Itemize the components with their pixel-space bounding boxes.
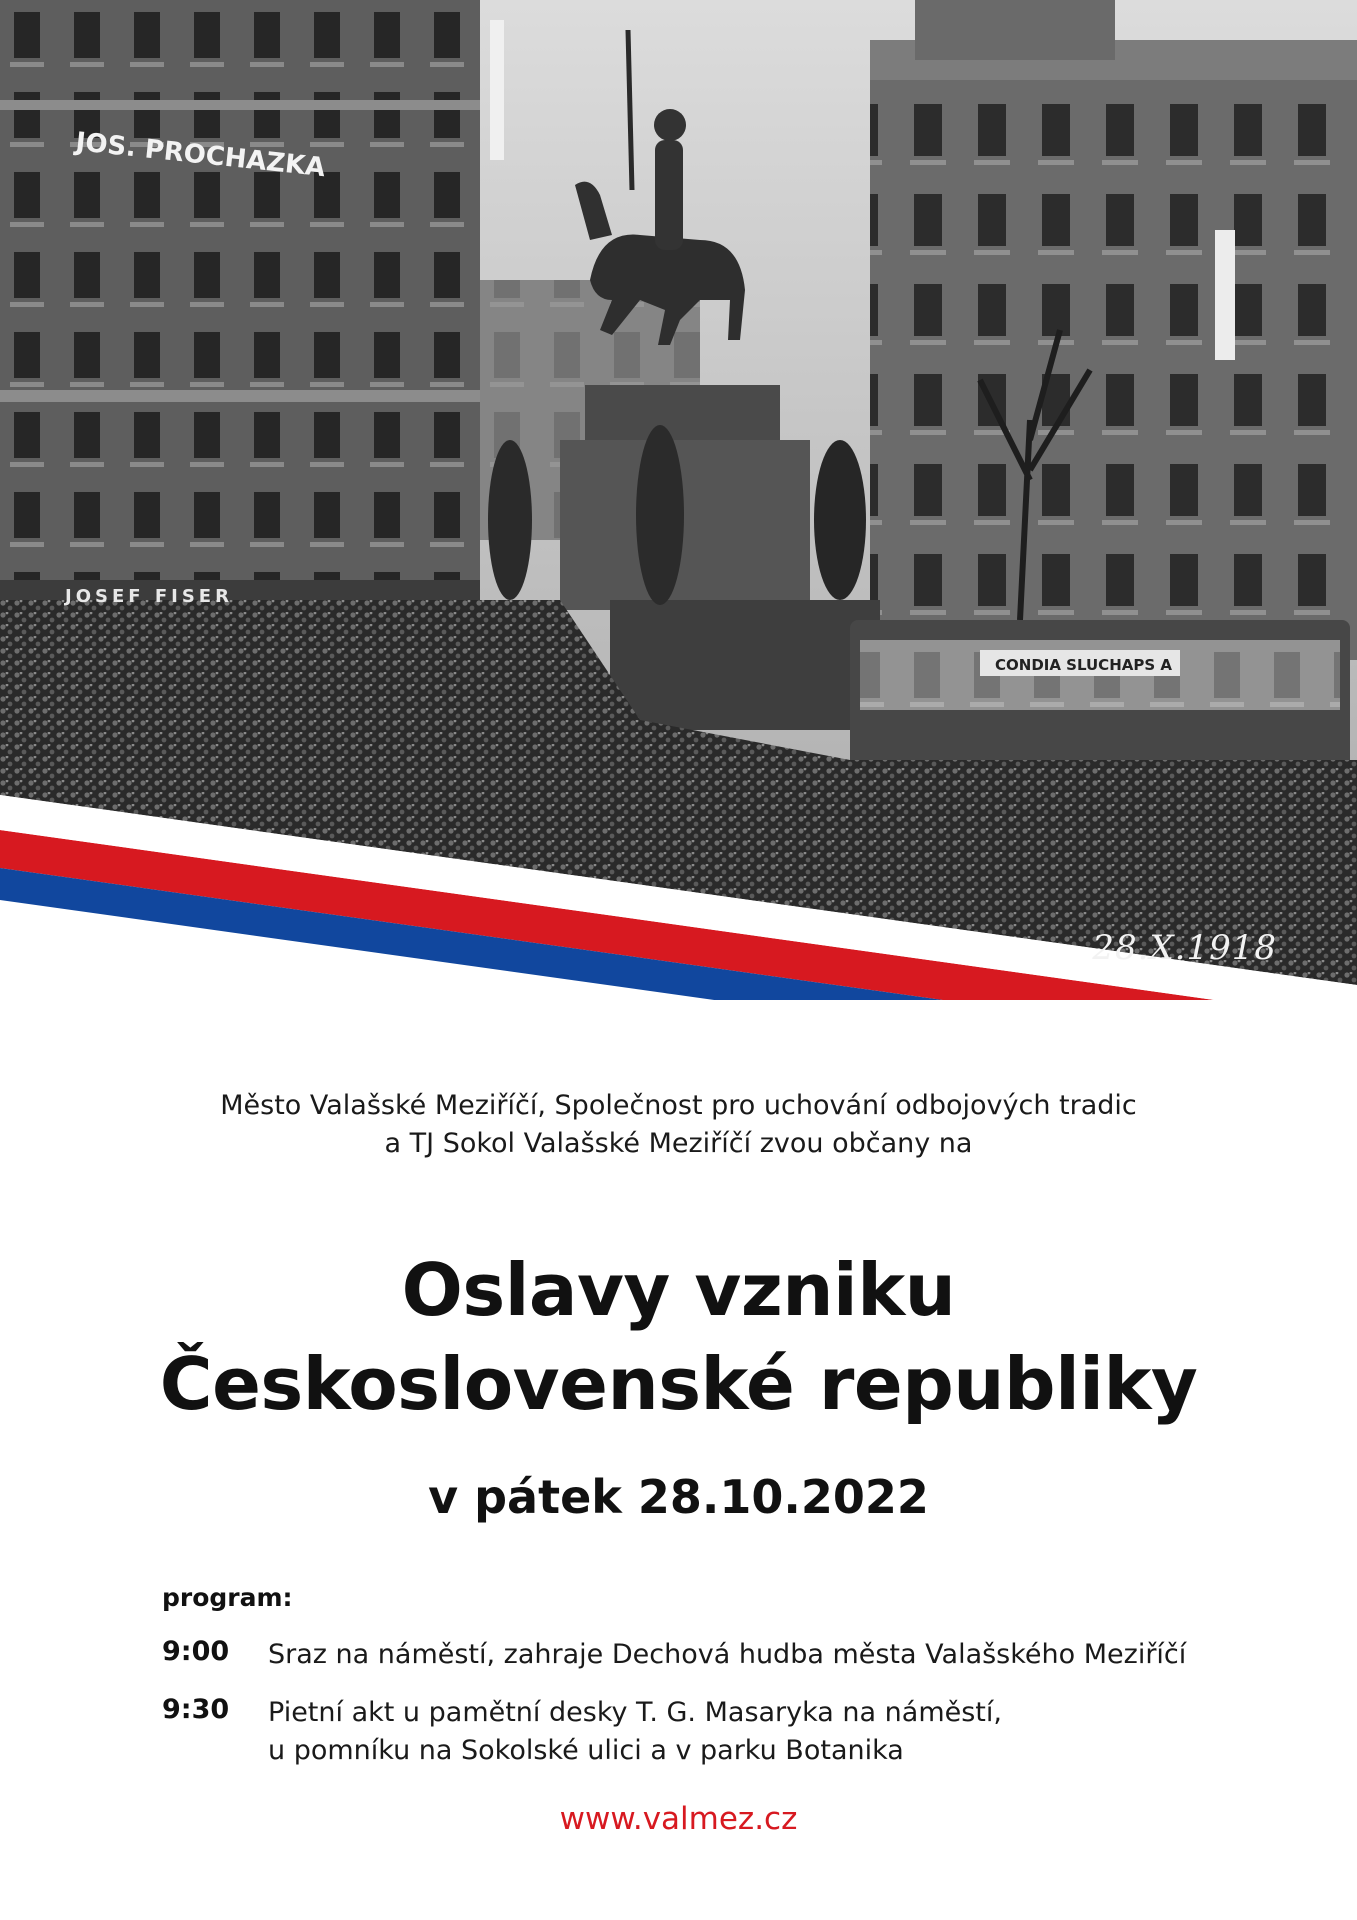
title-line-2: Československé republiky (159, 1342, 1198, 1426)
program-description-line-2: u pomníku na Sokolské ulici a v parku Botanika (268, 1735, 904, 1766)
program-description (268, 1694, 1308, 1770)
photo-sign-prochazka: JOS. PROCHAZKA (74, 127, 327, 184)
intro-line-2: a TJ Sokol Valašské Meziříčí zvou občany na (384, 1128, 973, 1159)
event-date: v pátek 28.10.2022 (428, 1470, 929, 1524)
intro-line-1: Město Valašské Meziříčí, Společnost pro uchování odbojových tradic (220, 1090, 1137, 1121)
page-title (0, 1243, 1357, 1431)
program-description-line-1: Sraz na náměstí, zahraje Dechová hudba města Valašského Meziříčí (268, 1639, 1187, 1670)
intro-text (0, 1087, 1357, 1163)
program-description (268, 1636, 1308, 1674)
program-label: program: (162, 1583, 293, 1612)
title-line-1: Oslavy vzniku (401, 1248, 956, 1332)
website-link[interactable]: www.valmez.cz (559, 1801, 798, 1837)
program-time: 9:30 (162, 1694, 230, 1725)
photo-sign-fiser: JOSEF FISER (65, 586, 233, 607)
photo-date-mark: 28.X.1918 (1092, 928, 1277, 968)
program-time: 9:00 (162, 1636, 230, 1667)
program-description-line-1: Pietní akt u pamětní desky T. G. Masaryka na náměstí, (268, 1697, 1002, 1728)
photo-tram-sign: CONDIA SLUCHAPS A (995, 656, 1172, 674)
